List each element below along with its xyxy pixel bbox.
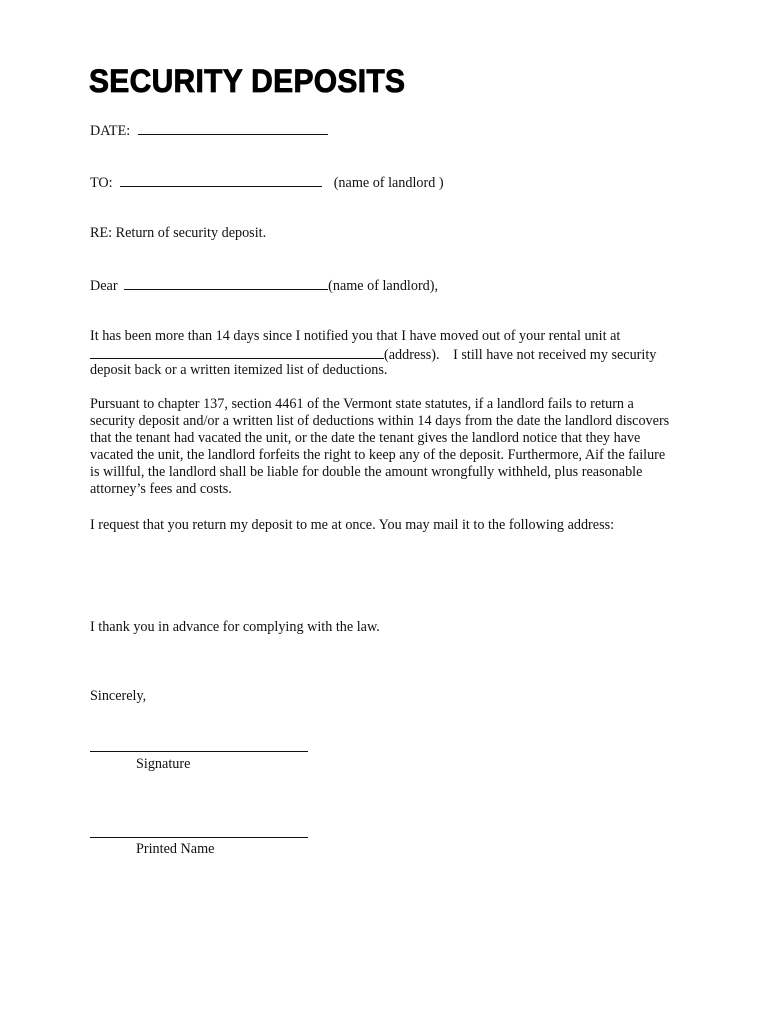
request-paragraph: I request that you return my deposit to me at once. You may mail it to the following address: bbox=[90, 517, 615, 533]
to-label: TO: bbox=[90, 175, 113, 191]
to-row bbox=[90, 173, 444, 192]
dear-hint: (name of landlord), bbox=[328, 278, 439, 294]
date-label: DATE: bbox=[90, 123, 131, 139]
to-hint: (name of landlord ) bbox=[333, 175, 444, 191]
address-field[interactable] bbox=[90, 345, 384, 359]
printed-name-label: Printed Name bbox=[136, 841, 215, 857]
salutation-row bbox=[90, 276, 438, 295]
landlord-name-field[interactable] bbox=[120, 173, 322, 187]
address-hint: (address). bbox=[384, 347, 440, 363]
para1-line3: deposit back or a written itemized list of deductions. bbox=[90, 362, 388, 378]
dear-label: Dear bbox=[90, 278, 118, 294]
para1-rest: I still have not received my security bbox=[453, 347, 657, 363]
page-title: SECURITY DEPOSITS bbox=[89, 64, 406, 100]
signature-label: Signature bbox=[136, 756, 191, 772]
thanks-paragraph: I thank you in advance for complying with the law. bbox=[90, 619, 380, 635]
printed-name-line[interactable] bbox=[90, 837, 308, 838]
re-line: RE: Return of security deposit. bbox=[90, 225, 267, 241]
salutation-name-field[interactable] bbox=[124, 276, 328, 290]
closing: Sincerely, bbox=[90, 688, 147, 704]
date-row bbox=[90, 121, 328, 140]
statute-paragraph: Pursuant to chapter 137, section 4461 of the Vermont state statutes, if a landlord fails to return a security deposit and/or a written list of deductions within 14 days from the date the landlord discovers that the tenant had vacated the unit, or the date the tenant gives the landlord notice that they have vacated the unit, the landlord forfeits the right to keep any of the deposit. Furthermore, Aif the failure is willful, the landlord shall be liable for double the amount wrongfully withheld, plus reasonable attorney’s fees and costs. bbox=[90, 396, 670, 497]
date-field[interactable] bbox=[138, 121, 328, 135]
para1-line1: It has been more than 14 days since I notified you that I have moved out of your rental unit at bbox=[90, 328, 621, 344]
signature-line[interactable] bbox=[90, 751, 308, 752]
